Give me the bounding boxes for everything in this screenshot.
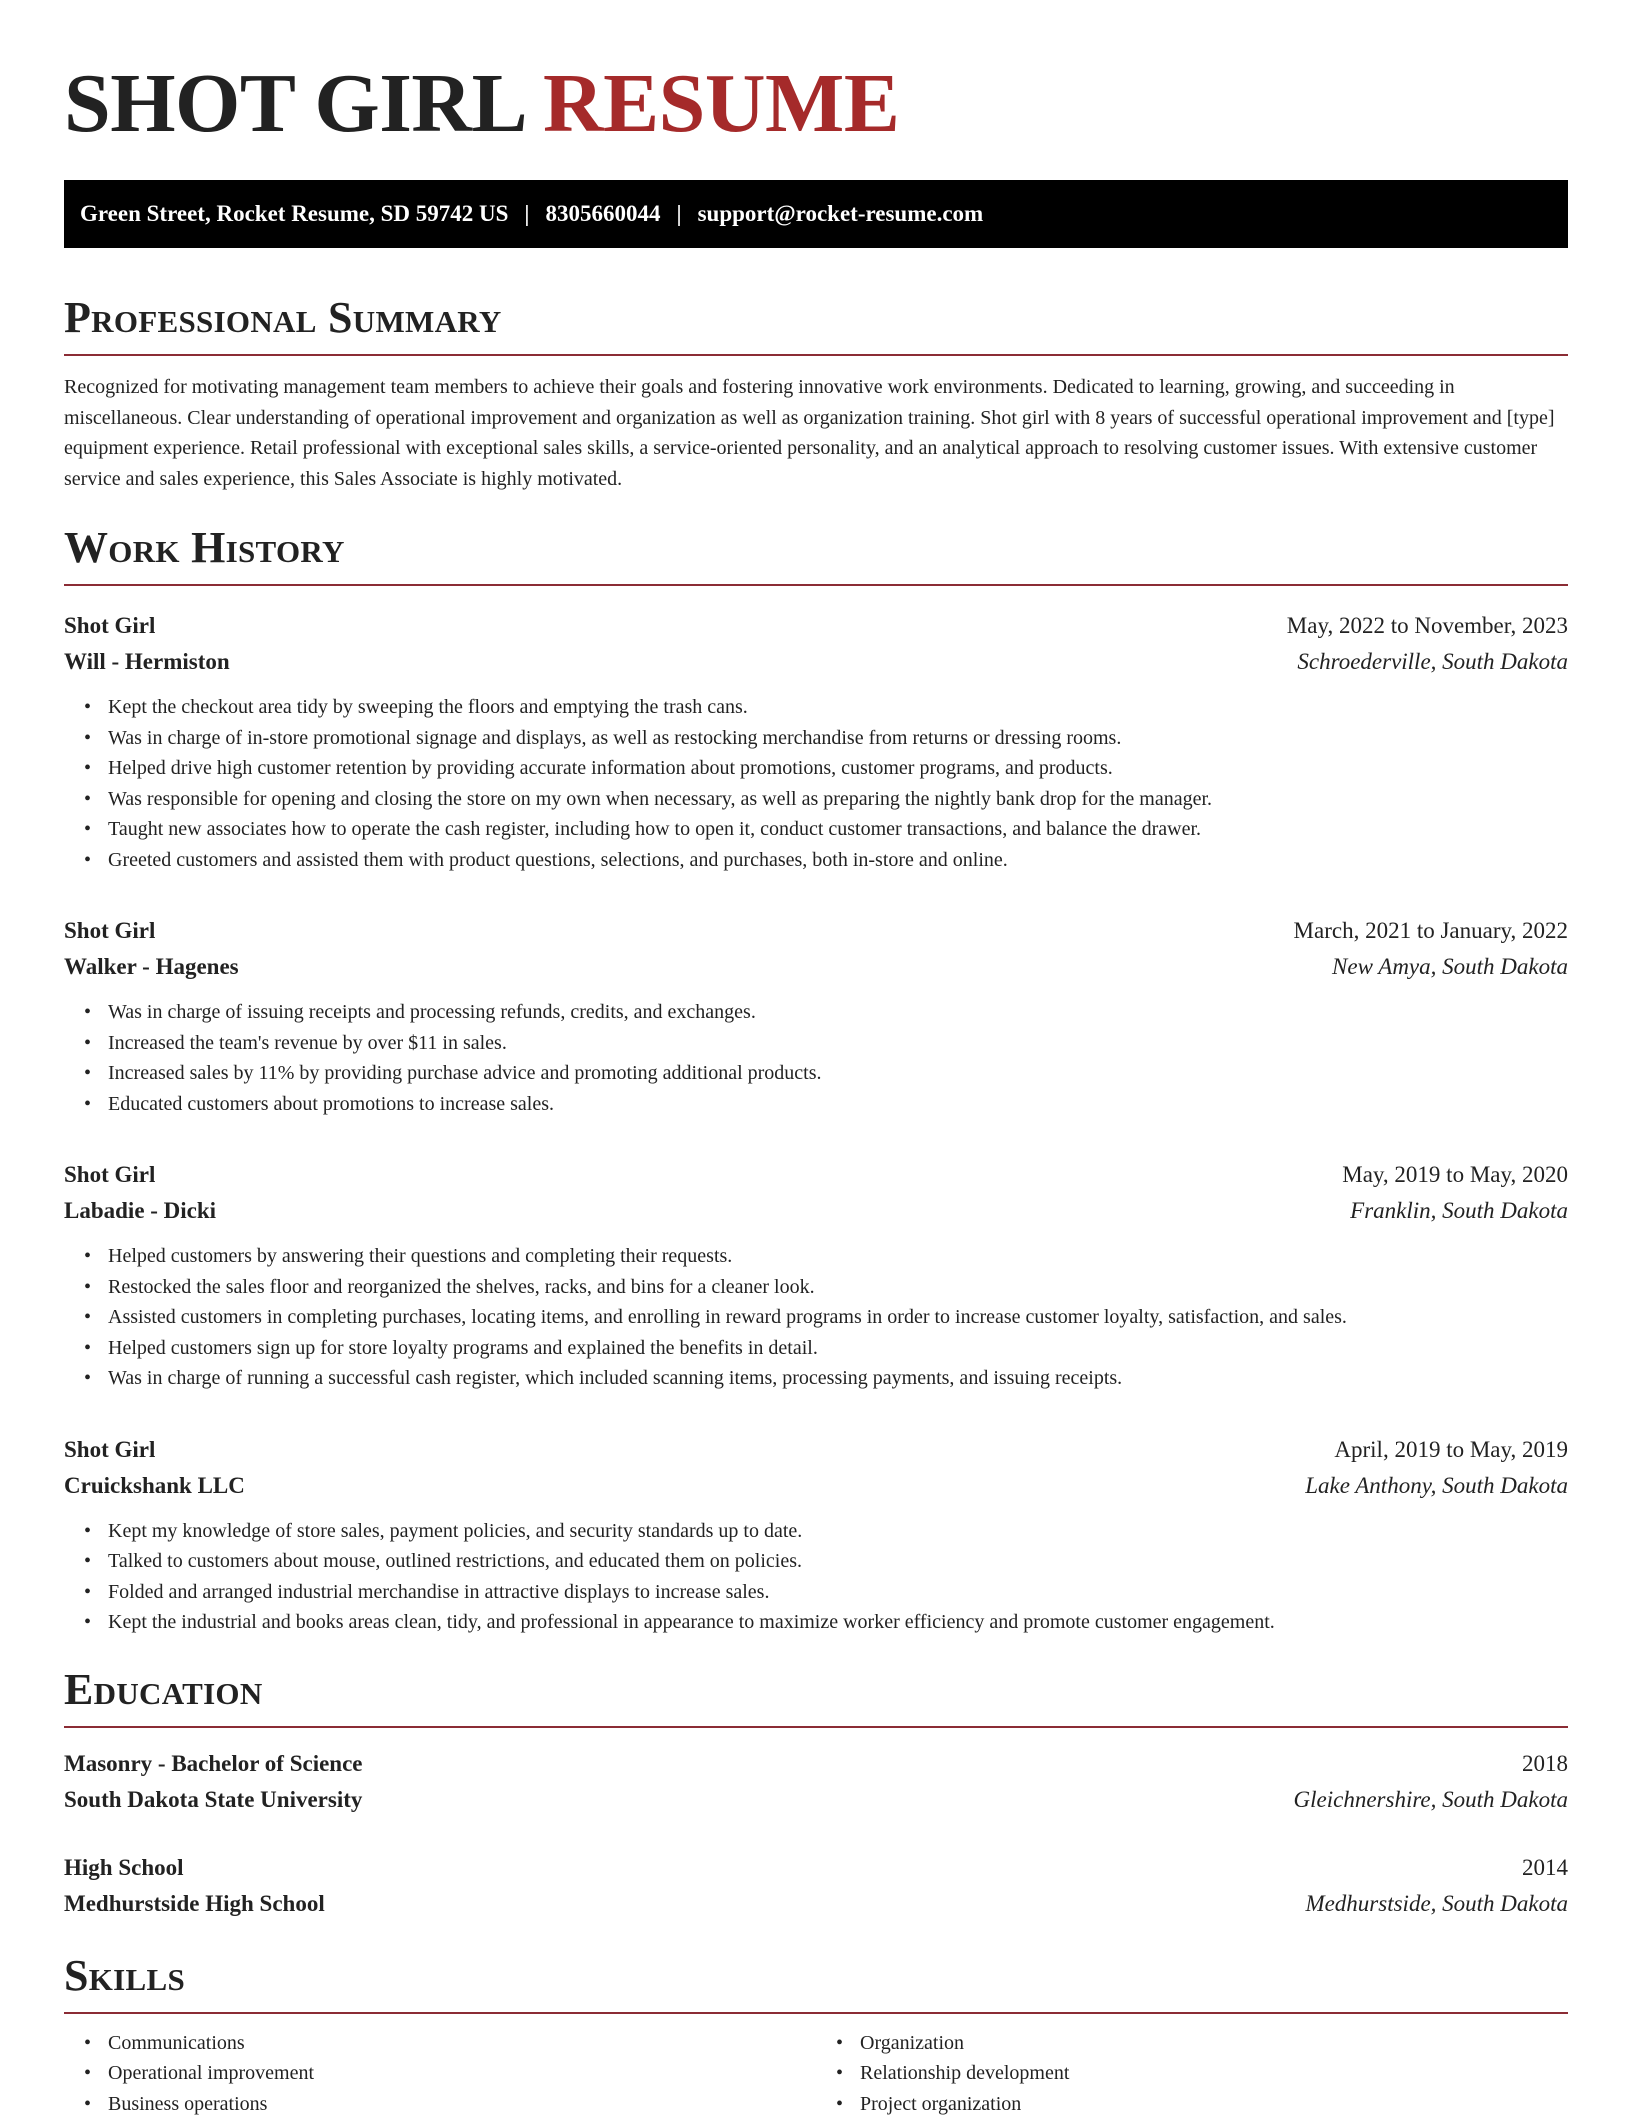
skill-item: • Organization xyxy=(860,2028,1568,2059)
job-duty: • Folded and arranged industrial merchandise in attractive displays to increase sales. xyxy=(108,1577,1568,1608)
job-entry xyxy=(64,1157,1568,1394)
skills-heading: Skills xyxy=(64,1950,1568,2002)
education-school-row xyxy=(64,1782,1568,1818)
summary-heading: Professional Summary xyxy=(64,292,1568,344)
job-duty: • Was in charge of in-store promotional signage and displays, as well as restocking merchandise from returns or dressing rooms. xyxy=(108,723,1568,754)
job-location: Franklin, South Dakota xyxy=(1350,1193,1568,1229)
job-company-row xyxy=(64,1468,1568,1504)
education-degree: High School xyxy=(64,1850,184,1886)
job-dates: April, 2019 to May, 2019 xyxy=(1334,1432,1568,1468)
skill-item: • Operational improvement xyxy=(108,2058,816,2089)
summary-section xyxy=(64,292,1568,494)
skills-grid xyxy=(64,2028,1568,2119)
job-duties xyxy=(64,1516,1568,1638)
job-duty: • Educated customers about promotions to increase sales. xyxy=(108,1089,1568,1120)
job-title: Shot Girl xyxy=(64,1432,155,1468)
contact-separator: | xyxy=(524,201,529,227)
education-school-row xyxy=(64,1886,1568,1922)
job-duty: • Kept my knowledge of store sales, payment policies, and security standards up to date. xyxy=(108,1516,1568,1547)
skills-column-left xyxy=(64,2028,816,2119)
job-duty: • Helped customers by answering their questions and completing their requests. xyxy=(108,1241,1568,1272)
education-location: Gleichnershire, South Dakota xyxy=(1294,1782,1568,1818)
skill-item: • Business operations xyxy=(108,2089,816,2119)
education-degree: Masonry - Bachelor of Science xyxy=(64,1746,363,1782)
job-company: Cruickshank LLC xyxy=(64,1468,245,1504)
job-title: Shot Girl xyxy=(64,1157,155,1193)
education-school: Medhurstside High School xyxy=(64,1886,325,1922)
job-duty: • Restocked the sales floor and reorganized the shelves, racks, and bins for a cleaner look. xyxy=(108,1272,1568,1303)
job-company: Walker - Hagenes xyxy=(64,949,239,985)
skill-item: • Project organization xyxy=(860,2089,1568,2119)
job-entry xyxy=(64,608,1568,875)
job-entry xyxy=(64,1432,1568,1638)
job-company: Will - Hermiston xyxy=(64,644,230,680)
job-duty: • Kept the checkout area tidy by sweeping the floors and emptying the trash cans. xyxy=(108,692,1568,723)
section-divider xyxy=(64,2012,1568,2014)
job-duty: • Helped drive high customer retention by providing accurate information about promotions, customer programs, and products. xyxy=(108,753,1568,784)
job-duty: • Increased sales by 11% by providing purchase advice and promoting additional products. xyxy=(108,1058,1568,1089)
job-duty: • Increased the team's revenue by over $11 in sales. xyxy=(108,1028,1568,1059)
contact-bar xyxy=(64,180,1568,248)
section-divider xyxy=(64,1726,1568,1728)
job-duty: • Was responsible for opening and closing the store on my own when necessary, as well as preparing the nightly bank drop for the manager. xyxy=(108,784,1568,815)
job-title-row xyxy=(64,608,1568,644)
job-company-row xyxy=(64,644,1568,680)
skills-column-right xyxy=(816,2028,1568,2119)
job-title-row xyxy=(64,913,1568,949)
job-duty: • Assisted customers in completing purchases, locating items, and enrolling in reward programs in order to increase customer loyalty, satisfaction, and sales. xyxy=(108,1302,1568,1333)
skill-item: • Relationship development xyxy=(860,2058,1568,2089)
work-history-section xyxy=(64,522,1568,1638)
job-company: Labadie - Dicki xyxy=(64,1193,216,1229)
education-school: South Dakota State University xyxy=(64,1782,362,1818)
job-title-row xyxy=(64,1432,1568,1468)
contact-phone[interactable]: 8305660044 xyxy=(546,201,661,227)
job-company-row xyxy=(64,1193,1568,1229)
job-duty: • Helped customers sign up for store loyalty programs and explained the benefits in detail. xyxy=(108,1333,1568,1364)
job-company-row xyxy=(64,949,1568,985)
education-heading: Education xyxy=(64,1664,1568,1716)
job-dates: March, 2021 to January, 2022 xyxy=(1294,913,1568,949)
job-duties xyxy=(64,692,1568,875)
name-first: SHOT GIRL xyxy=(64,57,522,150)
job-location: Lake Anthony, South Dakota xyxy=(1305,1468,1568,1504)
summary-text: Recognized for motivating management team members to achieve their goals and fostering innovative work environments. Dedicated to learning, growing, and succeeding in miscellaneous. Clear understanding of operational improvement and organization as well as organization training. Shot girl with 8 years of successful operational improvement and [type] equipment experience. Retail professional with exceptional sales skills, a service-oriented personality, and an analytical approach to resolving customer issues. With extensive customer service and sales experience, this Sales Associate is highly motivated. xyxy=(64,372,1568,494)
education-location: Medhurstside, South Dakota xyxy=(1305,1886,1568,1922)
job-location: Schroederville, South Dakota xyxy=(1297,644,1568,680)
job-dates: May, 2019 to May, 2020 xyxy=(1342,1157,1568,1193)
section-divider xyxy=(64,354,1568,356)
education-section xyxy=(64,1664,1568,1922)
education-degree-row xyxy=(64,1850,1568,1886)
job-location: New Amya, South Dakota xyxy=(1332,949,1568,985)
skill-item: • Communications xyxy=(108,2028,816,2059)
education-entry xyxy=(64,1746,1568,1818)
job-dates: May, 2022 to November, 2023 xyxy=(1287,608,1568,644)
job-title-row xyxy=(64,1157,1568,1193)
job-duty: • Was in charge of issuing receipts and processing refunds, credits, and exchanges. xyxy=(108,997,1568,1028)
skills-section xyxy=(64,1950,1568,2119)
contact-separator: | xyxy=(677,201,682,227)
job-duty: • Kept the industrial and books areas clean, tidy, and professional in appearance to maximize worker efficiency and promote customer engagement. xyxy=(108,1607,1568,1638)
job-entry xyxy=(64,913,1568,1119)
name-last: RESUME xyxy=(543,57,899,150)
job-duty: • Taught new associates how to operate the cash register, including how to open it, conduct customer transactions, and balance the drawer. xyxy=(108,814,1568,845)
contact-address: Green Street, Rocket Resume, SD 59742 US xyxy=(80,201,508,227)
education-year: 2018 xyxy=(1522,1746,1568,1782)
job-duties xyxy=(64,997,1568,1119)
contact-email[interactable]: support@rocket-resume.com xyxy=(698,201,984,227)
education-entry xyxy=(64,1850,1568,1922)
job-title: Shot Girl xyxy=(64,608,155,644)
section-divider xyxy=(64,584,1568,586)
education-degree-row xyxy=(64,1746,1568,1782)
education-year: 2014 xyxy=(1522,1850,1568,1886)
job-duties xyxy=(64,1241,1568,1394)
job-duty: • Greeted customers and assisted them with product questions, selections, and purchases, both in-store and online. xyxy=(108,845,1568,876)
job-title: Shot Girl xyxy=(64,913,155,949)
resume-name xyxy=(64,0,1568,152)
job-duty: • Talked to customers about mouse, outlined restrictions, and educated them on policies. xyxy=(108,1546,1568,1577)
job-duty: • Was in charge of running a successful cash register, which included scanning items, processing payments, and issuing receipts. xyxy=(108,1363,1568,1394)
work-history-heading: Work History xyxy=(64,522,1568,574)
